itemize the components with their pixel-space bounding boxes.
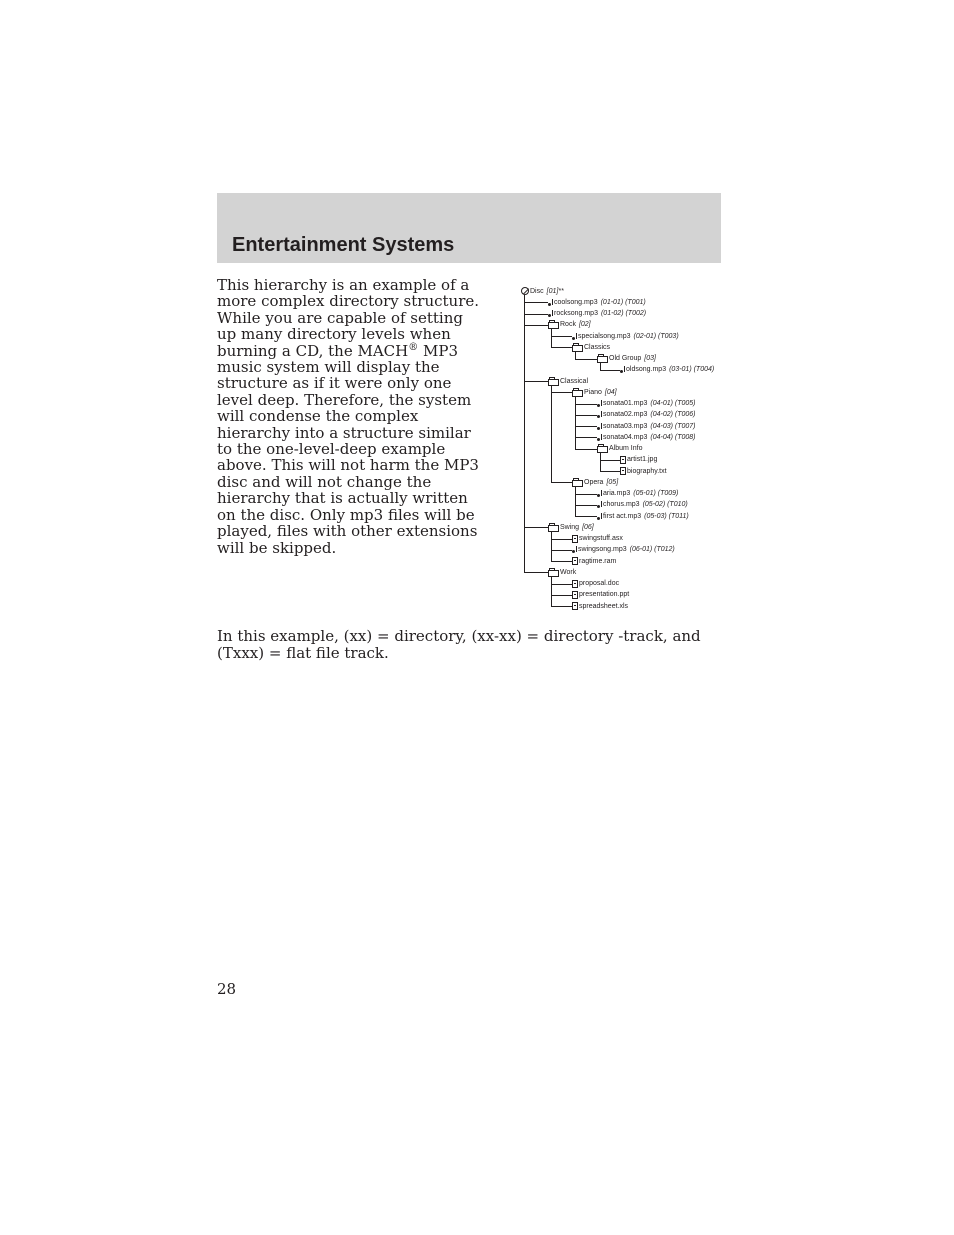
tree-node-label: proposal.doc [579,580,620,587]
tree-node [597,409,696,420]
music-note-icon [597,411,602,418]
folder-icon [572,390,583,397]
tree-node-label: swingsong.mp3 [578,546,627,554]
tree-node [597,499,688,510]
tree-connector-line [600,453,601,472]
file-icon [572,580,578,588]
music-note-icon [572,546,577,553]
tree-node [572,477,618,488]
tree-node-label: Opera [584,478,604,486]
tree-node [572,331,679,342]
tree-node-code: (04-01) (T005) [650,400,696,407]
tree-connector-line [524,314,548,315]
tree-connector-line [551,595,572,596]
tree-node-label: Swing [560,523,580,531]
body-paragraph [217,277,479,556]
body-text-part-1: This hierarchy is an example of a more complex directory structure. While you are capable of setting up many directory levels when burning a CD, the MACH [217,276,480,360]
tree-node-code: (01-01) (T001) [600,298,646,306]
tree-connector-line [600,370,620,371]
tree-node-label: Old Group [609,355,642,362]
tree-node-code: (01-02) (T002) [600,310,647,317]
tree-node-code: [03] [644,355,656,362]
music-note-icon [597,434,602,441]
tree-node [548,319,591,330]
tree-node-code: (04-03) (T007) [650,422,696,430]
tree-connector-line [575,351,576,358]
music-note-icon [597,501,602,508]
tree-connector-line [551,336,572,337]
folder-icon [548,322,559,329]
section-title: Entertainment Systems [232,234,455,256]
file-icon [572,591,578,599]
tree-node-label: artist1.jpg [627,456,658,464]
tree-node-label: biography.txt [627,467,667,475]
music-note-icon [597,513,602,520]
tree-node-label: spreadsheet.xls [579,602,629,610]
disc-icon [521,287,529,295]
tree-node-label: rocksong.mp3 [554,310,598,317]
tree-node [521,286,564,297]
tree-node [597,353,656,364]
tree-node [572,578,619,589]
tree-connector-line [575,404,597,405]
tree-node [548,297,646,308]
tree-node-code: [06] [582,523,594,531]
tree-node [620,466,667,477]
folder-icon [572,345,583,352]
tree-connector-line [524,381,548,382]
music-note-icon [597,423,602,430]
section-header [217,193,721,263]
tree-node-code: (05-02) (T010) [642,501,688,509]
body-text-part-2: MP3 music system will display the structure as if it were only one level deep. Therefore, the system will condense the complex hierarchy into a structure similar to the one-level-deep example above. This will not harm the MP3 disc and will not change the hierarchy that is actually written on the disc. Only mp3 files will be played, files with other extensions will be skipped. [217,341,479,557]
tree-connector-line [575,449,597,450]
tree-node [572,556,616,567]
tree-node [597,443,642,454]
tree-connector-line [551,392,572,393]
tree-node-label: Classical [560,377,589,385]
tree-node [620,454,657,465]
folder-icon [548,379,559,386]
music-note-icon [548,299,553,306]
tree-connector-line [600,363,601,370]
folder-icon [548,525,559,532]
file-icon [572,557,578,565]
tree-connector-line [551,347,572,348]
tree-node [572,387,617,398]
tree-node-code: [04] [604,388,617,396]
tree-connector-line [575,494,597,495]
tree-node-label: presentation.ppt [579,591,630,599]
tree-node-label: oldsong.mp3 [626,366,667,374]
tree-connector-line [551,329,552,348]
file-icon [620,456,626,464]
tree-node [597,398,696,409]
tree-node-label: chorus.mp3 [603,501,640,509]
tree-node-label: swingstuff.asx [579,535,623,542]
tree-node-label: aria.mp3 [603,490,631,497]
tree-connector-line [575,415,597,416]
file-icon [572,535,578,543]
music-note-icon [548,310,553,317]
tree-connector-line [524,302,548,303]
tree-node [548,522,594,533]
tree-node-label: sonata02.mp3 [603,411,648,419]
folder-icon [597,356,608,363]
tree-node-label: sonata03.mp3 [603,422,648,430]
tree-connector-line [575,426,597,427]
tree-node-code: [01]** [546,287,564,295]
music-note-icon [572,333,577,340]
tree-node-label: sonata04.mp3 [603,433,648,441]
tree-node-code: [05] [606,478,619,486]
tree-connector-line [551,539,572,540]
tree-node-label: ragtime.ram [579,557,617,565]
tree-connector-line [551,576,552,606]
tree-node-label: Rock [560,321,576,329]
tree-node-label: specialsong.mp3 [578,332,631,340]
page-number: 28 [217,980,237,998]
tree-node-label: Piano [584,388,602,396]
tree-node-label: Album Info [609,445,643,452]
tree-node [620,364,714,375]
tree-node-code: (02-01) (T003) [633,332,679,340]
tree-node-label: Classics [584,343,611,351]
tree-node-code: (04-02) (T006) [650,411,696,419]
tree-node [572,342,610,353]
tree-connector-line [551,531,552,561]
tree-connector-line [575,486,576,516]
tree-connector-line [575,437,597,438]
tree-connector-line [551,606,572,607]
tree-node [597,511,689,522]
tree-connector-line [575,396,576,448]
tree-connector-line [551,385,552,482]
tree-node-label: Disc [530,287,544,295]
tree-node-code: (05-03) (T011) [644,512,689,520]
tree-connector-line [551,550,572,551]
tree-connector-line [524,295,525,572]
tree-node-code: (03-01) (T004) [669,366,715,374]
tree-connector-line [551,561,572,562]
folder-icon [597,446,608,453]
file-icon [572,602,578,610]
tree-node-code: [02] [578,321,591,329]
tree-node-code: (06-01) (T012) [629,546,675,554]
tree-node-label: sonata01.mp3 [603,400,648,407]
tree-node-label: coolsong.mp3 [554,298,598,306]
tree-connector-line [551,482,572,483]
folder-icon [572,480,583,487]
file-icon [620,467,626,475]
registered-mark: ® [408,341,419,353]
tree-node [548,376,588,387]
music-note-icon [597,490,602,497]
tree-node [548,308,646,319]
tree-node [597,421,696,432]
tree-node [597,432,696,443]
tree-node-label: Work [560,568,577,576]
tree-connector-line [575,505,597,506]
music-note-icon [620,366,625,373]
tree-node [597,488,678,499]
tree-node [572,533,623,544]
tree-connector-line [524,527,548,528]
tree-node [572,544,675,555]
tree-node-code: (05-01) (T009) [633,490,679,497]
tree-connector-line [600,460,620,461]
tree-connector-line [575,359,597,360]
tree-connector-line [551,584,572,585]
tree-connector-line [524,325,548,326]
tree-connector-line [600,471,620,472]
folder-icon [548,570,559,577]
tree-node [572,589,629,600]
tree-node-label: first act.mp3 [603,512,642,520]
tree-node [548,567,576,578]
tree-node-code: (04-04) (T008) [650,433,696,441]
tree-connector-line [524,572,548,573]
music-note-icon [597,400,602,407]
tree-node [572,601,628,612]
legend-footnote: In this example, (xx) = directory, (xx-xx) = directory -track, and (Txxx) = flat file track. [217,627,701,662]
tree-connector-line [575,516,597,517]
